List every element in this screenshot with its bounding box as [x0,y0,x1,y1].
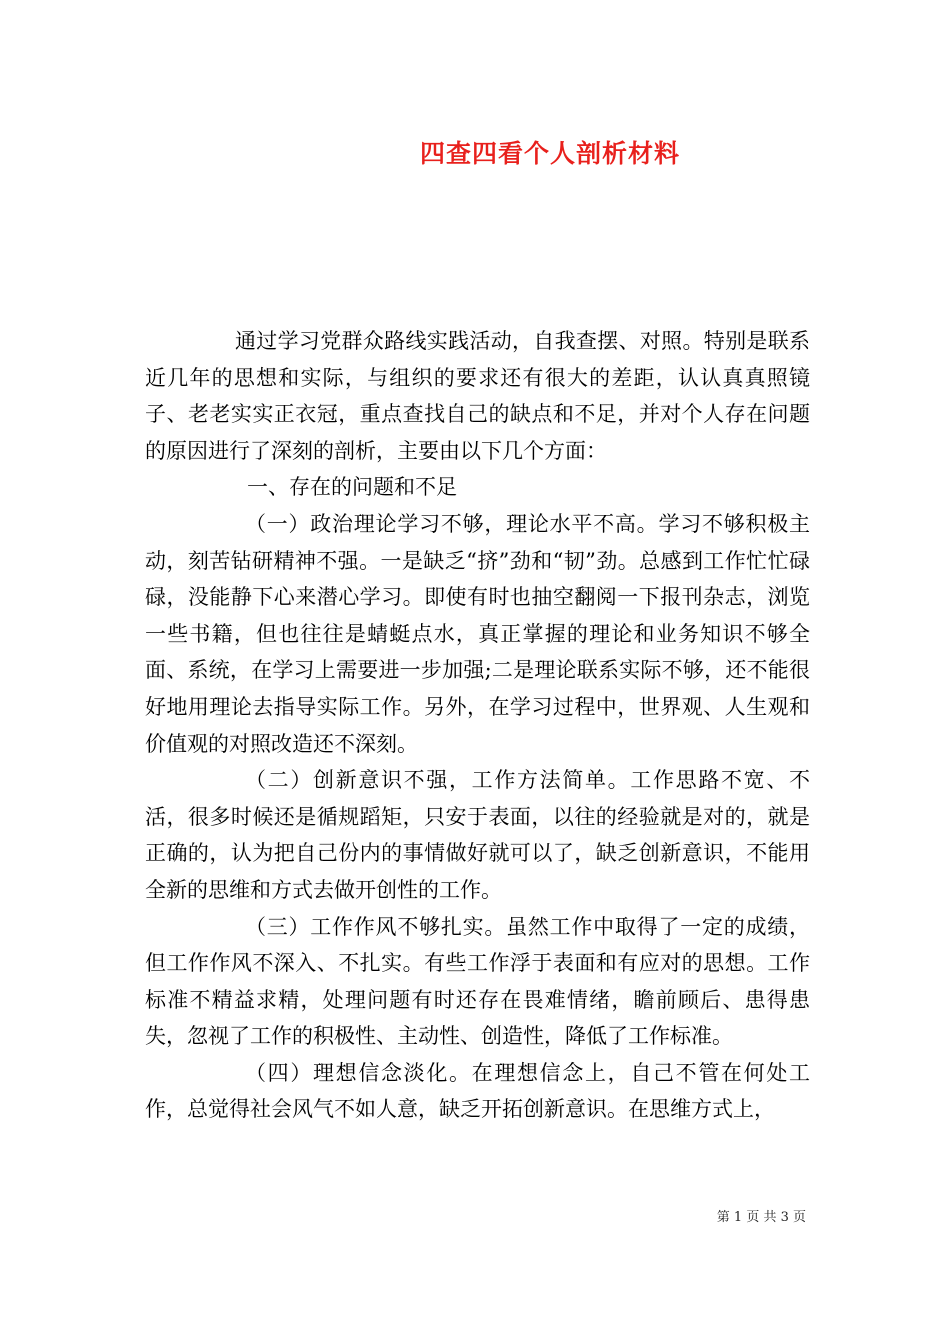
paragraph-item-1: （一）政治理论学习不够，理论水平不高。学习不够积极主动，刻苦钻研精神不强。一是缺乏“挤”劲和“韧”劲。总感到工作忙忙碌碌，没能静下心来潜心学习。即使有时也抽空翻阅一下报刊杂志，浏览一些书籍，但也往往是蜻蜓点水，真正掌握的理论和业务知识不够全面、系统，在学习上需要进一步加强;二是理论联系实际不够，还不能很好地用理论去指导实际工作。另外，在学习过程中，世界观、人生观和价值观的对照改造还不深刻。 [145,511,810,756]
paragraph-item-3: （三）工作作风不够扎实。虽然工作中取得了一定的成绩，但工作作风不深入、不扎实。有些工作浮于表面和有应对的思想。工作标准不精益求精，处理问题有时还存在畏难情绪，瞻前顾后、患得患失，忽视了工作的积极性、主动性、创造性，降低了工作标准。 [145,914,810,1049]
intro-paragraph: 通过学习党群众路线实践活动，自我查摆、对照。特别是联系近几年的思想和实际，与组织的要求还有很大的差距，认认真真照镜子、老老实实正衣冠，重点查找自己的缺点和不足，并对个人存在问题的原因进行了深刻的剖析，主要由以下几个方面： [145,329,810,463]
section-heading: 一、存在的问题和不足 [247,475,457,500]
document-title: 四查四看个人剖析材料 [419,139,680,168]
page-number-footer: 第 1 页 共 3 页 [716,1210,806,1225]
paragraph-item-2: （二）创新意识不强，工作方法简单。工作思路不宽、不活，很多时候还是循规蹈矩，只安于表面，以往的经验就是对的，就是正确的，认为把自己份内的事情做好就可以了，缺乏创新意识，不能用全新的思维和方式去做开创性的工作。 [145,768,810,902]
document-body [145,323,810,1128]
paragraph-item-4: （四）理想信念淡化。在理想信念上，自己不管在何处工作，总觉得社会风气不如人意，缺乏开拓创新意识。在思维方式上， [145,1060,810,1122]
